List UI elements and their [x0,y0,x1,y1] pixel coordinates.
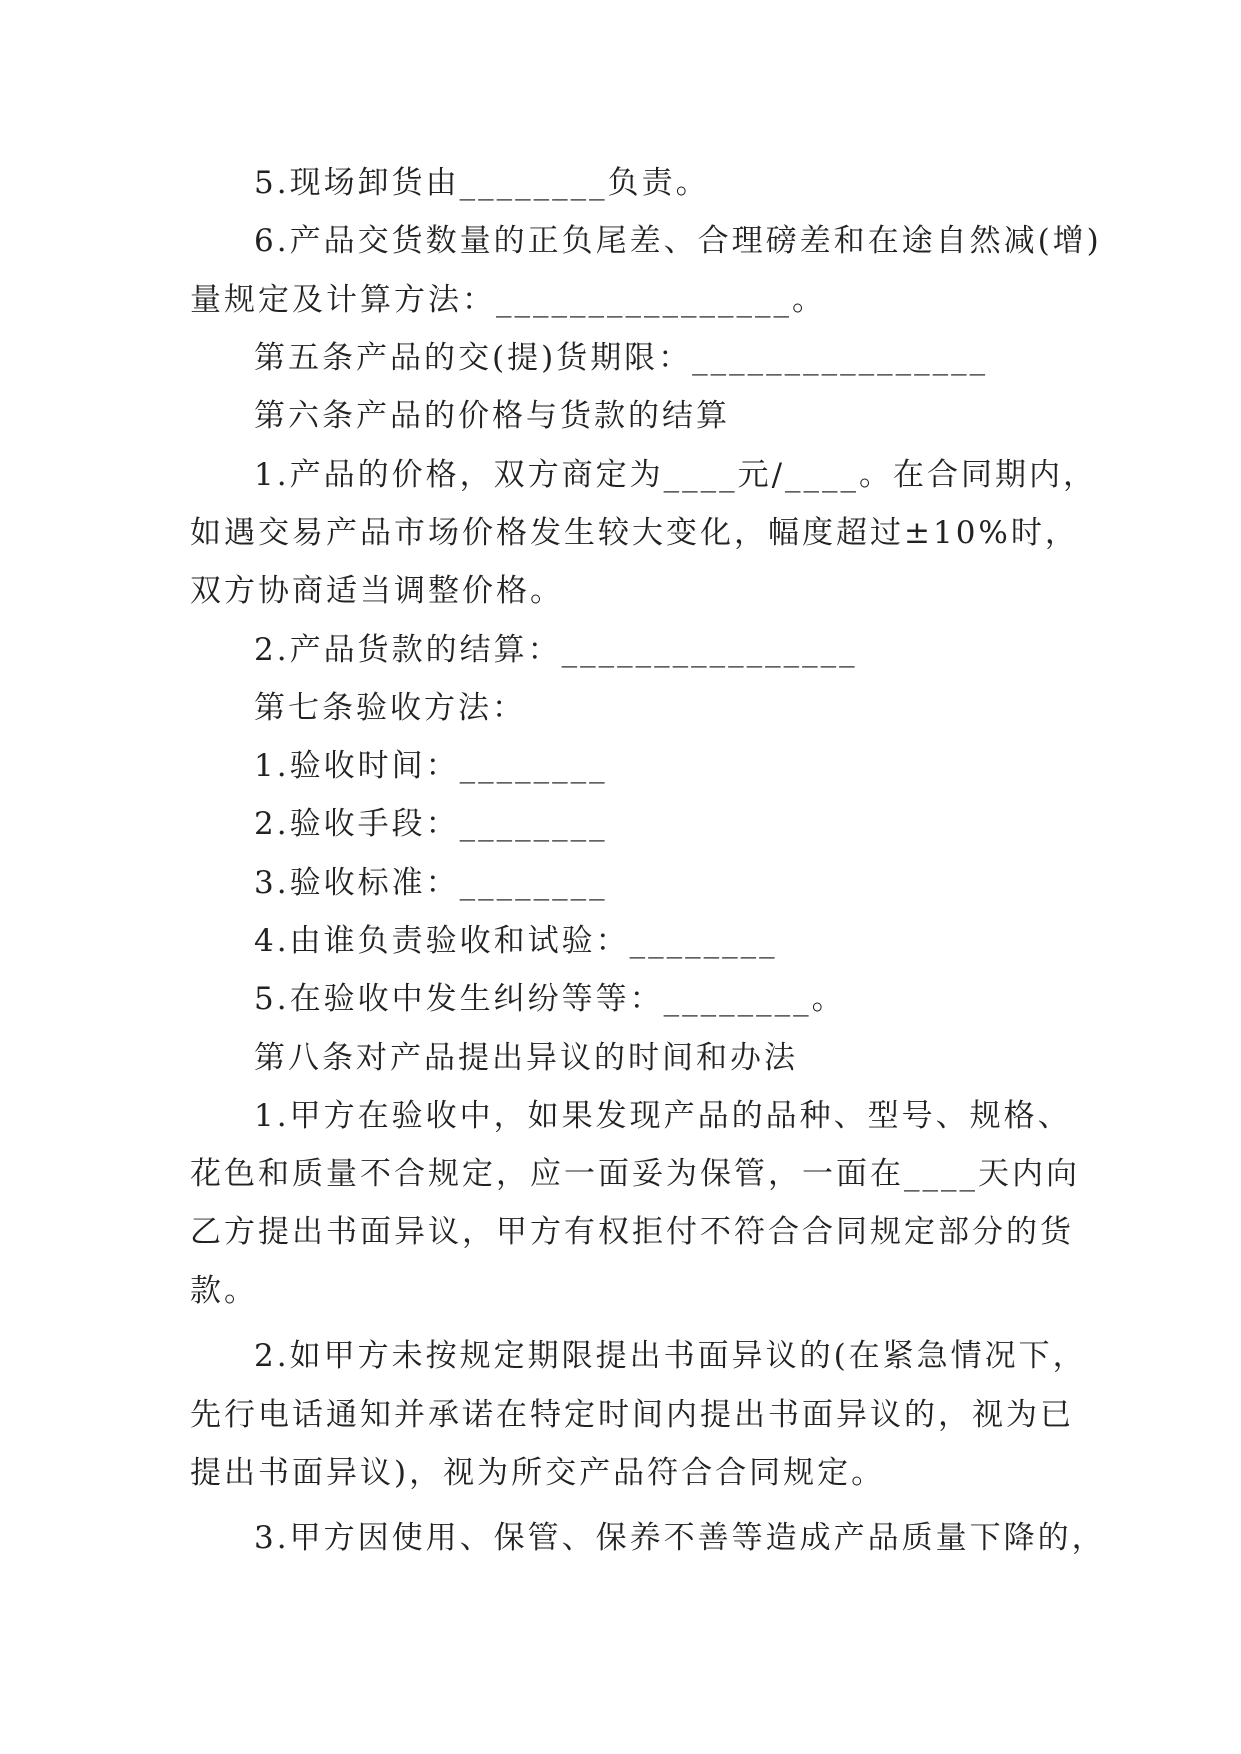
clause-6-item-1-line-3: 双方协商适当调整价格。 [190,573,564,609]
clause-8-heading: 第八条对产品提出异议的时间和办法 [254,1040,798,1076]
clause-8-item-1-line-2: 花色和质量不合规定，应一面妥为保管，一面在____天内向 [190,1156,1080,1192]
clause-8-item-1-line-1: 1.甲方在验收中，如果发现产品的品种、型号、规格、 [254,1098,1072,1134]
clause-7-item-1: 1.验收时间：________ [254,748,608,784]
clause-4-item-6-line-2: 量规定及计算方法：________________。 [190,282,826,318]
clause-8-item-3-line-1: 3.甲方因使用、保管、保养不善等造成产品质量下降的， [254,1520,1106,1556]
clause-8-item-2-line-2: 先行电话通知并承诺在特定时间内提出书面异议的，视为已 [190,1397,1074,1433]
clause-6-heading: 第六条产品的价格与货款的结算 [254,398,730,434]
clause-6-item-1-line-2: 如遇交易产品市场价格发生较大变化，幅度超过±10%时， [190,515,1079,551]
clause-4-item-6-line-1: 6.产品交货数量的正负尾差、合理磅差和在途自然减(增) [254,223,1102,259]
clause-8-item-1-line-3: 乙方提出书面异议，甲方有权拒付不符合合同规定部分的货 [190,1214,1074,1250]
clause-7-item-5: 5.在验收中发生纠纷等等：________。 [254,981,846,1017]
clause-7-heading: 第七条验收方法： [254,690,526,726]
clause-7-item-2: 2.验收手段：________ [254,806,608,842]
clause-5-heading: 第五条产品的交(提)货期限：________________ [254,340,989,376]
clause-6-item-2: 2.产品货款的结算：________________ [254,632,858,668]
clause-8-item-1-line-4: 款。 [190,1273,258,1309]
clause-8-item-2-line-1: 2.如甲方未按规定期限提出书面异议的(在紧急情况下， [254,1338,1087,1374]
clause-8-item-2-line-3: 提出书面异议)，视为所交产品符合合同规定。 [190,1455,886,1491]
clause-4-item-5: 5.现场卸货由________负责。 [254,165,710,201]
clause-7-item-4: 4.由谁负责验收和试验：________ [254,923,778,959]
clause-7-item-3: 3.验收标准：________ [254,865,608,901]
clause-6-item-1-line-1: 1.产品的价格，双方商定为____元/____。在合同期内， [254,457,1098,493]
